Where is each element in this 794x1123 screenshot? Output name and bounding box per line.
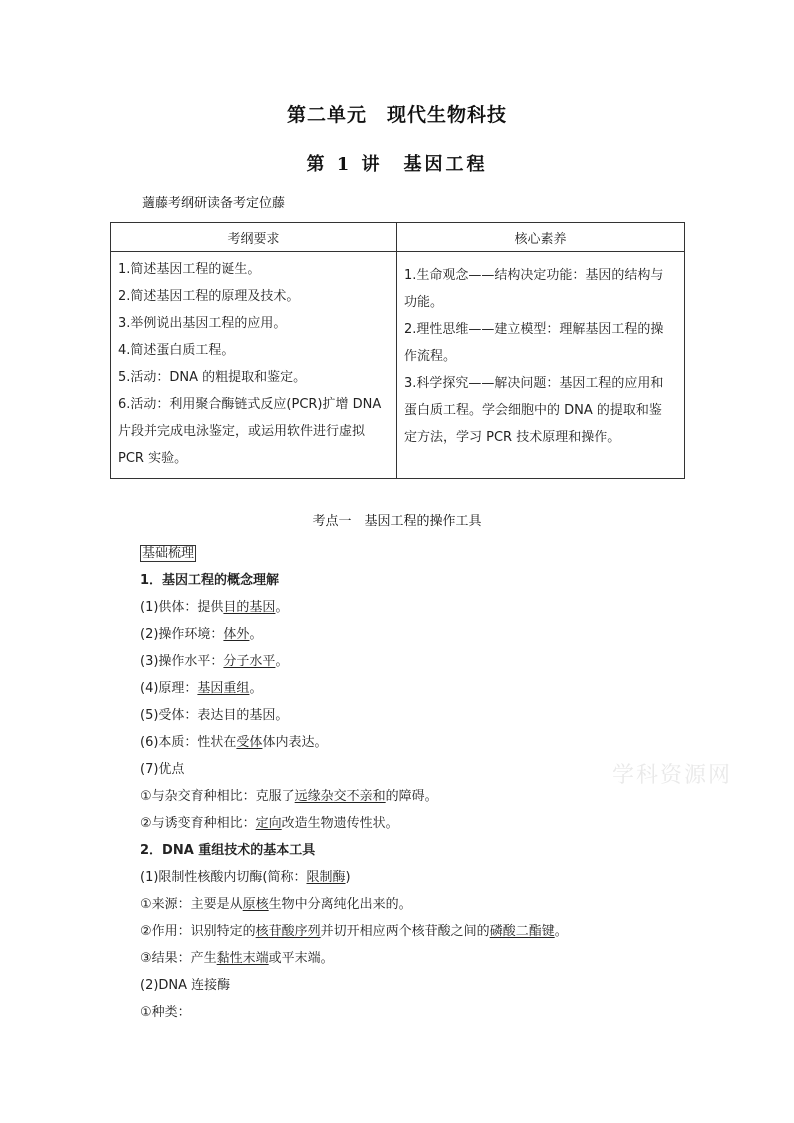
section-2-title: 2．DNA 重组技术的基本工具 [140,843,316,858]
literacy-item: 1.生命观念——结构决定功能：基因的结构与 [404,268,664,283]
enzyme-source [140,891,700,918]
exam-requirements-cell [111,252,397,479]
text: 生物中分离纯化出来的。 [268,897,412,912]
concept-principle [140,675,700,702]
text: (6)本质：性状在 [140,735,237,750]
unit-title: 第二单元 现代生物科技 [286,104,507,126]
answer-underline: 体外 [223,627,250,642]
concept-advantages: (7)优点 [140,762,185,777]
text: 。 [554,924,568,939]
text: 的障碍。 [385,789,438,804]
literacy-item: 2.理性思维——建立模型：理解基因工程的操 [404,322,664,337]
text: ③结果：产生 [140,951,217,966]
text: 改造生物遗传性状。 [281,816,399,831]
answer-underline: 原核 [242,897,269,912]
text: 。 [275,654,289,669]
enzyme-function [140,918,700,945]
text: 。 [275,600,289,615]
answer-underline: 分子水平 [223,654,276,669]
text: (1)供体：提供 [140,600,224,615]
text: ①来源：主要是从 [140,897,243,912]
kaodian-title: 考点一 基因工程的操作工具 [312,514,482,529]
answer-underline: 目的基因 [223,600,276,615]
requirement-item: 5.活动：DNA 的粗提取和鉴定。 [118,370,307,385]
literacy-item: 功能。 [404,295,444,310]
header-exam-requirements: 考纲要求 [111,223,397,252]
lesson-title: 第 1 讲 基因工程 [306,154,488,175]
header-core-literacy: 核心素养 [397,223,685,252]
section-banner: 藡藤考纲研读备考定位藤 [142,196,286,211]
answer-underline: 定向 [255,816,282,831]
requirements-table [110,222,685,479]
answer-underline: 远缘杂交不亲和 [294,789,386,804]
text: 体内表达。 [262,735,328,750]
requirement-item: 6.活动：利用聚合酶链式反应(PCR)扩增 DNA [118,397,382,412]
watermark: 学科资源网 [612,763,733,788]
advantage-mutation [140,810,700,837]
literacy-item: 3.科学探究——解决问题：基因工程的应用和 [404,376,664,391]
requirement-item: 片段并完成电泳鉴定，或运用软件进行虚拟 [118,424,366,439]
answer-underline: 限制酶 [306,870,346,885]
text: ) [345,870,351,885]
text: (3)操作水平： [140,654,224,669]
basic-label-line [140,540,700,567]
requirement-item: 3.举例说出基因工程的应用。 [118,316,287,331]
answer-underline: 受体 [236,735,263,750]
literacy-item: 作流程。 [404,349,457,364]
answer-underline: 黏性末端 [216,951,269,966]
concept-environment [140,621,700,648]
table-header-row [111,223,685,252]
text: ①与杂交育种相比：克服了 [140,789,295,804]
literacy-item: 蛋白质工程。学会细胞中的 DNA 的提取和鉴 [404,403,662,418]
answer-underline: 核苷酸序列 [255,924,321,939]
answer-underline: 基因重组 [197,681,250,696]
answer-underline: 磷酸二酯键 [489,924,555,939]
concept-essence [140,729,700,756]
requirement-item: PCR 实验。 [118,451,188,466]
text: 或平末端。 [268,951,334,966]
text: (4)原理： [140,681,198,696]
text: (1)限制性核酸内切酶(简称： [140,870,307,885]
requirement-item: 2.简述基因工程的原理及技术。 [118,289,300,304]
section-1-title: 1．基因工程的概念理解 [140,573,280,588]
text: ②与诱变育种相比： [140,816,256,831]
concept-donor [140,594,700,621]
requirement-item: 4.简述蛋白质工程。 [118,343,235,358]
text: 。 [249,627,263,642]
text: ②作用：识别特定的 [140,924,256,939]
table-body-row [111,252,685,479]
basic-label: 基础梳理 [142,546,195,561]
text: 并切开相应两个核苷酸之间的 [320,924,490,939]
requirement-item: 1.简述基因工程的诞生。 [118,262,261,277]
concept-receptor: (5)受体：表达目的基因。 [140,708,289,723]
core-literacy-cell [397,252,685,479]
literacy-item: 定方法，学习 PCR 技术原理和操作。 [404,430,621,445]
tool-dna-ligase: (2)DNA 连接酶 [140,978,231,993]
ligase-types: ①种类： [140,1005,191,1020]
concept-level [140,648,700,675]
enzyme-result [140,945,700,972]
text: (2)操作环境： [140,627,224,642]
text: 。 [249,681,263,696]
tool-restriction-enzyme [140,864,700,891]
